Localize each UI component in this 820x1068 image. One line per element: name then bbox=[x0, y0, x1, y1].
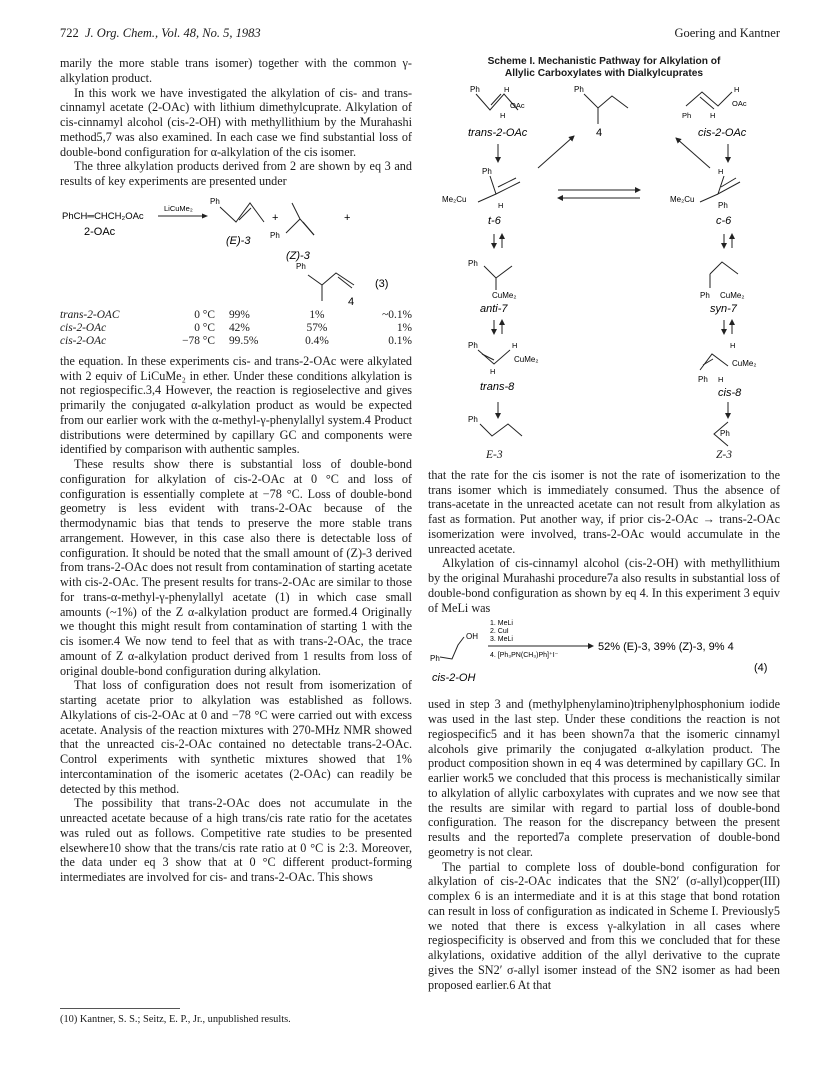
ph-label: Ph bbox=[718, 201, 728, 210]
c6-label: c-6 bbox=[716, 215, 732, 227]
z3-label: (Z)-3 bbox=[286, 249, 310, 262]
cis-2-oac-skeleton bbox=[686, 92, 732, 106]
table-cell: 42% bbox=[228, 321, 250, 334]
ph-label: Ph bbox=[698, 375, 708, 384]
eq4-number: (4) bbox=[754, 662, 768, 675]
oh-label: OH bbox=[466, 632, 478, 642]
reactant-label: 2-OAc bbox=[84, 225, 116, 238]
t6-label: t-6 bbox=[488, 215, 501, 227]
cume2-label: CuMe₂ bbox=[720, 291, 745, 300]
h-label: H bbox=[734, 85, 740, 94]
product-4-skeleton bbox=[308, 273, 354, 285]
footnote-rule bbox=[60, 1008, 180, 1009]
trans8-label: trans-8 bbox=[480, 381, 515, 393]
equation-4 bbox=[428, 615, 780, 697]
table-cell: 99% bbox=[228, 308, 250, 321]
paragraph: In this work we have investigated the alkylation of cis- and trans-cinnamyl acetate (2-OAc) with lithium dimethylcuprate. Alkylation of cis-cinnamyl alcohol (cis-2-OH) with methyllithium by the Murahashi method5,7 was also examined. In each case we find substantial loss of double-bond configuration for α-alkylation of the cis isomer. bbox=[60, 85, 412, 159]
equation-3-structures bbox=[60, 189, 412, 307]
table-row bbox=[60, 335, 412, 348]
syn7-skeleton bbox=[710, 262, 738, 274]
c6-skeleton bbox=[718, 176, 740, 194]
cis8-skeleton bbox=[700, 354, 728, 370]
z3-label: Z-3 bbox=[716, 448, 732, 461]
me2cu-label: Me₂Cu bbox=[670, 195, 695, 204]
ph-label: Ph bbox=[700, 291, 710, 300]
trans8-skeleton bbox=[478, 350, 510, 364]
ph-label: Ph bbox=[468, 259, 478, 268]
h-label: H bbox=[500, 111, 506, 120]
ph-label: Ph bbox=[470, 85, 480, 94]
journal-citation: J. Org. Chem., Vol. 48, No. 5, 1983 bbox=[85, 26, 261, 40]
page-number: 722 bbox=[60, 26, 79, 40]
table-cell: cis-2-OAc bbox=[60, 334, 107, 347]
table-cell: 99.5% bbox=[228, 334, 259, 347]
scheme-1-diagram bbox=[428, 84, 780, 450]
table-row bbox=[60, 309, 412, 322]
table-cell: ~0.1% bbox=[382, 308, 412, 321]
paragraph: These results show there is substantial loss of double-bond configuration for alkylation of cis-2-OAc at 0 °C and loss of configuration is essentially complete at −78 °C. Loss of double-bond geometry is less evident with trans-2-OAc because of the thermodynamic bias that tends to preserve the more stable trans arrangement. However, in this case also there is detectable loss of configuration. It should be noted that the small amount of (Z)-3 derived from trans-2-OAc does not result from contamination of starting acetate with cis-2-OAc. The present results for trans-2-OAc are similar to those for trans-α-methyl-γ-phenylallyl acetate (1) in which case small amounts (~1%) of the Z α-alkylation product are formed.4 Originally we thought this might result from contamination of starting 1 with the cis isomer.4 We now tend to feel that as with trans-2-OAc, the trace amount of Z α-alkylation product derived from 1 results from loss of original double-bond configuration during alkylation. bbox=[60, 457, 412, 678]
h-label: H bbox=[512, 341, 518, 350]
reactant-formula: PhCH═CHCH₂OAc bbox=[62, 210, 144, 222]
table-cell: −78 °C bbox=[182, 334, 215, 347]
z3-double-bond bbox=[303, 222, 314, 235]
scheme-title-line: Allylic Carboxylates with Dialkylcuprates bbox=[504, 68, 704, 79]
h-label: H bbox=[718, 167, 724, 176]
z3-skeleton bbox=[292, 203, 314, 235]
eq4-step: 4. [Ph₃PN(CH₃)Ph]⁺I⁻ bbox=[490, 652, 559, 660]
cis-2-oh-label: cis-2-OH bbox=[432, 672, 476, 685]
ph-label: Ph bbox=[210, 196, 220, 206]
table-cell: cis-2-OAc bbox=[60, 321, 107, 334]
arrow-diagonal bbox=[538, 136, 574, 168]
product-4-skeleton bbox=[584, 94, 628, 108]
scheme-title-line: Scheme I. Mechanistic Pathway for Alkylation of bbox=[487, 56, 721, 67]
table-cell: 0.4% bbox=[305, 334, 329, 347]
e3-label: E-3 bbox=[486, 448, 503, 461]
eq4-arrowhead bbox=[588, 643, 594, 649]
table-cell: 57% bbox=[306, 321, 328, 334]
table-cell: 0.1% bbox=[388, 334, 412, 347]
equation-3 bbox=[60, 189, 412, 307]
e3-label: (E)-3 bbox=[226, 234, 251, 247]
paragraph: marily the more stable trans isomer) together with the common γ-alkylation product. bbox=[60, 56, 412, 85]
scheme-title bbox=[428, 56, 780, 80]
reagent-label: LiCuMe₂ bbox=[164, 203, 193, 213]
paragraph: The possibility that trans-2-OAc does not accumulate in the unreacted acetate because of a high trans/cis rate ratio for the acetates was ruled out as follows. Competitive rate studies to be presented elsewhere10 show that the trans/cis rate ratio at 0 °C is 2:3. Moreover, the data under eq 3 show that at 0 °C different product-forming intermediates are involved for cis- and trans-2-OAc. This shows bbox=[60, 796, 412, 884]
cume2-label: CuMe₂ bbox=[492, 291, 517, 300]
h-label: H bbox=[490, 367, 496, 376]
e3-skeleton bbox=[480, 424, 522, 436]
table-cell: 1% bbox=[309, 308, 325, 321]
c6-cu-bond bbox=[700, 194, 718, 202]
me2cu-label: Me₂Cu bbox=[442, 195, 467, 204]
paragraph: The three alkylation products derived from 2 are shown by eq 3 and results of key experiments are presented under bbox=[60, 159, 412, 188]
ph-label: Ph bbox=[430, 654, 440, 664]
h-label: H bbox=[504, 85, 510, 94]
anti7-label: anti-7 bbox=[480, 303, 508, 315]
running-header bbox=[60, 26, 780, 44]
cume2-label: CuMe₂ bbox=[514, 355, 539, 364]
paragraph: Alkylation of cis-cinnamyl alcohol (cis-2-OH) with methyllithium by the original Murahashi procedure7a also results in substantial loss of double-bond configuration as shown by eq 4. In this experiment 3 equiv of MeLi was bbox=[428, 556, 780, 615]
ph-label: Ph bbox=[468, 415, 478, 424]
eq4-products: 52% (E)-3, 39% (Z)-3, 9% 4 bbox=[598, 641, 734, 654]
eq3-number: (3) bbox=[375, 277, 389, 290]
right-column bbox=[428, 56, 780, 992]
anti7-skeleton bbox=[484, 266, 512, 278]
product-4-label: 4 bbox=[596, 127, 603, 139]
paragraph: The partial to complete loss of double-bond configuration for alkylation of cis-2-OAc indicates that the SN2′ (σ-allyl)copper(III) complex 6 is an intermediate and it is at this stage that bond rotation can result in loss of configuration as indicated in Scheme I. Previously5 we noted that there is excess γ-alkylation in all cases where regiospecificity is observed and from this we concluded that for these alkylations, oxidative addition of the allyl derivative to the cuprate gives the SN2′ σ-allyl isomer instead of the SN2 isomer as had been proposed earlier.6 At that bbox=[428, 859, 780, 992]
table-cell: 0 °C bbox=[194, 321, 215, 334]
e3-skeleton bbox=[220, 203, 264, 222]
product-4-label: 4 bbox=[348, 295, 355, 307]
arrow-diagonal bbox=[676, 138, 710, 168]
equation-4-scheme bbox=[428, 615, 780, 697]
h-label: H bbox=[710, 111, 716, 120]
table-cell: 1% bbox=[396, 321, 412, 334]
paragraph: that the rate for the cis isomer is not the rate of isomerization to the trans isomer which is immediately consumed. Thus the absence of trans-acetate in the unreacted acetate can not result from alkylation as fast as formation. Put another way, if prior cis-2-OAc → trans-2-OAc isomerization were involved, trans-2-OAc would accumulate in the unreacted acetate. bbox=[428, 467, 780, 556]
reaction-arrowhead bbox=[202, 213, 208, 218]
syn7-label: syn-7 bbox=[710, 303, 737, 315]
cume2-label: CuMe₂ bbox=[732, 359, 757, 368]
left-column bbox=[60, 56, 412, 885]
paragraph: used in step 3 and (methylphenylamino)triphenylphosphonium iodide was used in the last step. Under these conditions the reaction is not regiospecific5 and it has been shown7a that the isomeric cinnamyl alcohols give primarily the conjugated α-alkylation product. The product composition shown in eq 4 was determined by capillary GC. In earlier work5 we concluded that this process is mechanistically similar to alkylation of allylic carboxylates with cuprates and we now see that the results are similar with regard to partial loss of double-bond configuration. The reason for the discrepancy between the present results and the reported7a complete preservation of double-bond geometry is not clear. bbox=[428, 697, 780, 859]
ph-label: Ph bbox=[468, 341, 478, 350]
cis-2-oac-label: cis-2-OAc bbox=[698, 127, 747, 139]
h-label: H bbox=[718, 375, 724, 384]
eq4-step: 1. MeLi bbox=[490, 620, 513, 628]
eq4-step: 2. CuI bbox=[490, 628, 509, 636]
paragraph: That loss of configuration does not result from isomerization of starting acetate prior to alkylation was established as follows. Alkylations of cis-2-OAc at 0 and −78 °C were carried out with excess acetate. Analysis of the reaction mixtures with 270-MHz NMR showed that the unreacted cis-2-OAc contained no detectable trans-2-OAc. Control experiments with synthetic mixtures showed that 1% intercontamination of the isomeric acetates (2-OAc) can readily be detected by this method. bbox=[60, 678, 412, 796]
oac-label: OAc bbox=[732, 99, 747, 108]
oac-label: OAc bbox=[510, 101, 525, 110]
ph-label: Ph bbox=[296, 261, 306, 271]
results-table bbox=[60, 309, 412, 348]
ph-label: Ph bbox=[574, 85, 584, 94]
ph-label: Ph bbox=[270, 230, 280, 240]
t6-cu-bond bbox=[478, 194, 496, 202]
header-authors: Goering and Kantner bbox=[674, 26, 780, 40]
ph-label: Ph bbox=[482, 167, 492, 176]
z3-bond bbox=[286, 219, 300, 233]
ph-label: Ph bbox=[720, 429, 730, 438]
table-cell: trans-2-OAC bbox=[60, 308, 120, 321]
h-label: H bbox=[730, 341, 736, 350]
trans-2-oac-label: trans-2-OAc bbox=[468, 127, 528, 139]
table-row bbox=[60, 322, 412, 335]
cis-2-oh-skeleton bbox=[440, 637, 464, 659]
plus-sign: + bbox=[272, 211, 279, 224]
cis-2-oac-double-bond bbox=[700, 97, 714, 109]
cis8-label: cis-8 bbox=[718, 387, 742, 399]
header-left bbox=[60, 26, 261, 41]
paragraph: the equation. In these experiments cis- and trans-2-OAc were alkylated with 2 equiv of LiCuMe₂ in ether. Under these conditions alkylation is not regiospecific.3,4 However, the reaction is regioselective and gives primarily the conjugated α-alkylation product as would be expected from our earlier work with the α-methyl-γ-phenylallyl system.4 Product distributions were determined by capillary GC and components were identified by comparison with authentic samples. bbox=[60, 353, 412, 457]
plus-sign: + bbox=[344, 211, 351, 224]
eq4-step: 3. MeLi bbox=[490, 636, 513, 644]
table-cell: 0 °C bbox=[194, 308, 215, 321]
scheme-bottom-labels bbox=[428, 448, 780, 468]
h-label: H bbox=[498, 201, 504, 210]
footnote: (10) Kantner, S. S.; Seitz, E. P., Jr., unpublished results. bbox=[60, 1014, 291, 1025]
ph-label: Ph bbox=[682, 111, 692, 120]
